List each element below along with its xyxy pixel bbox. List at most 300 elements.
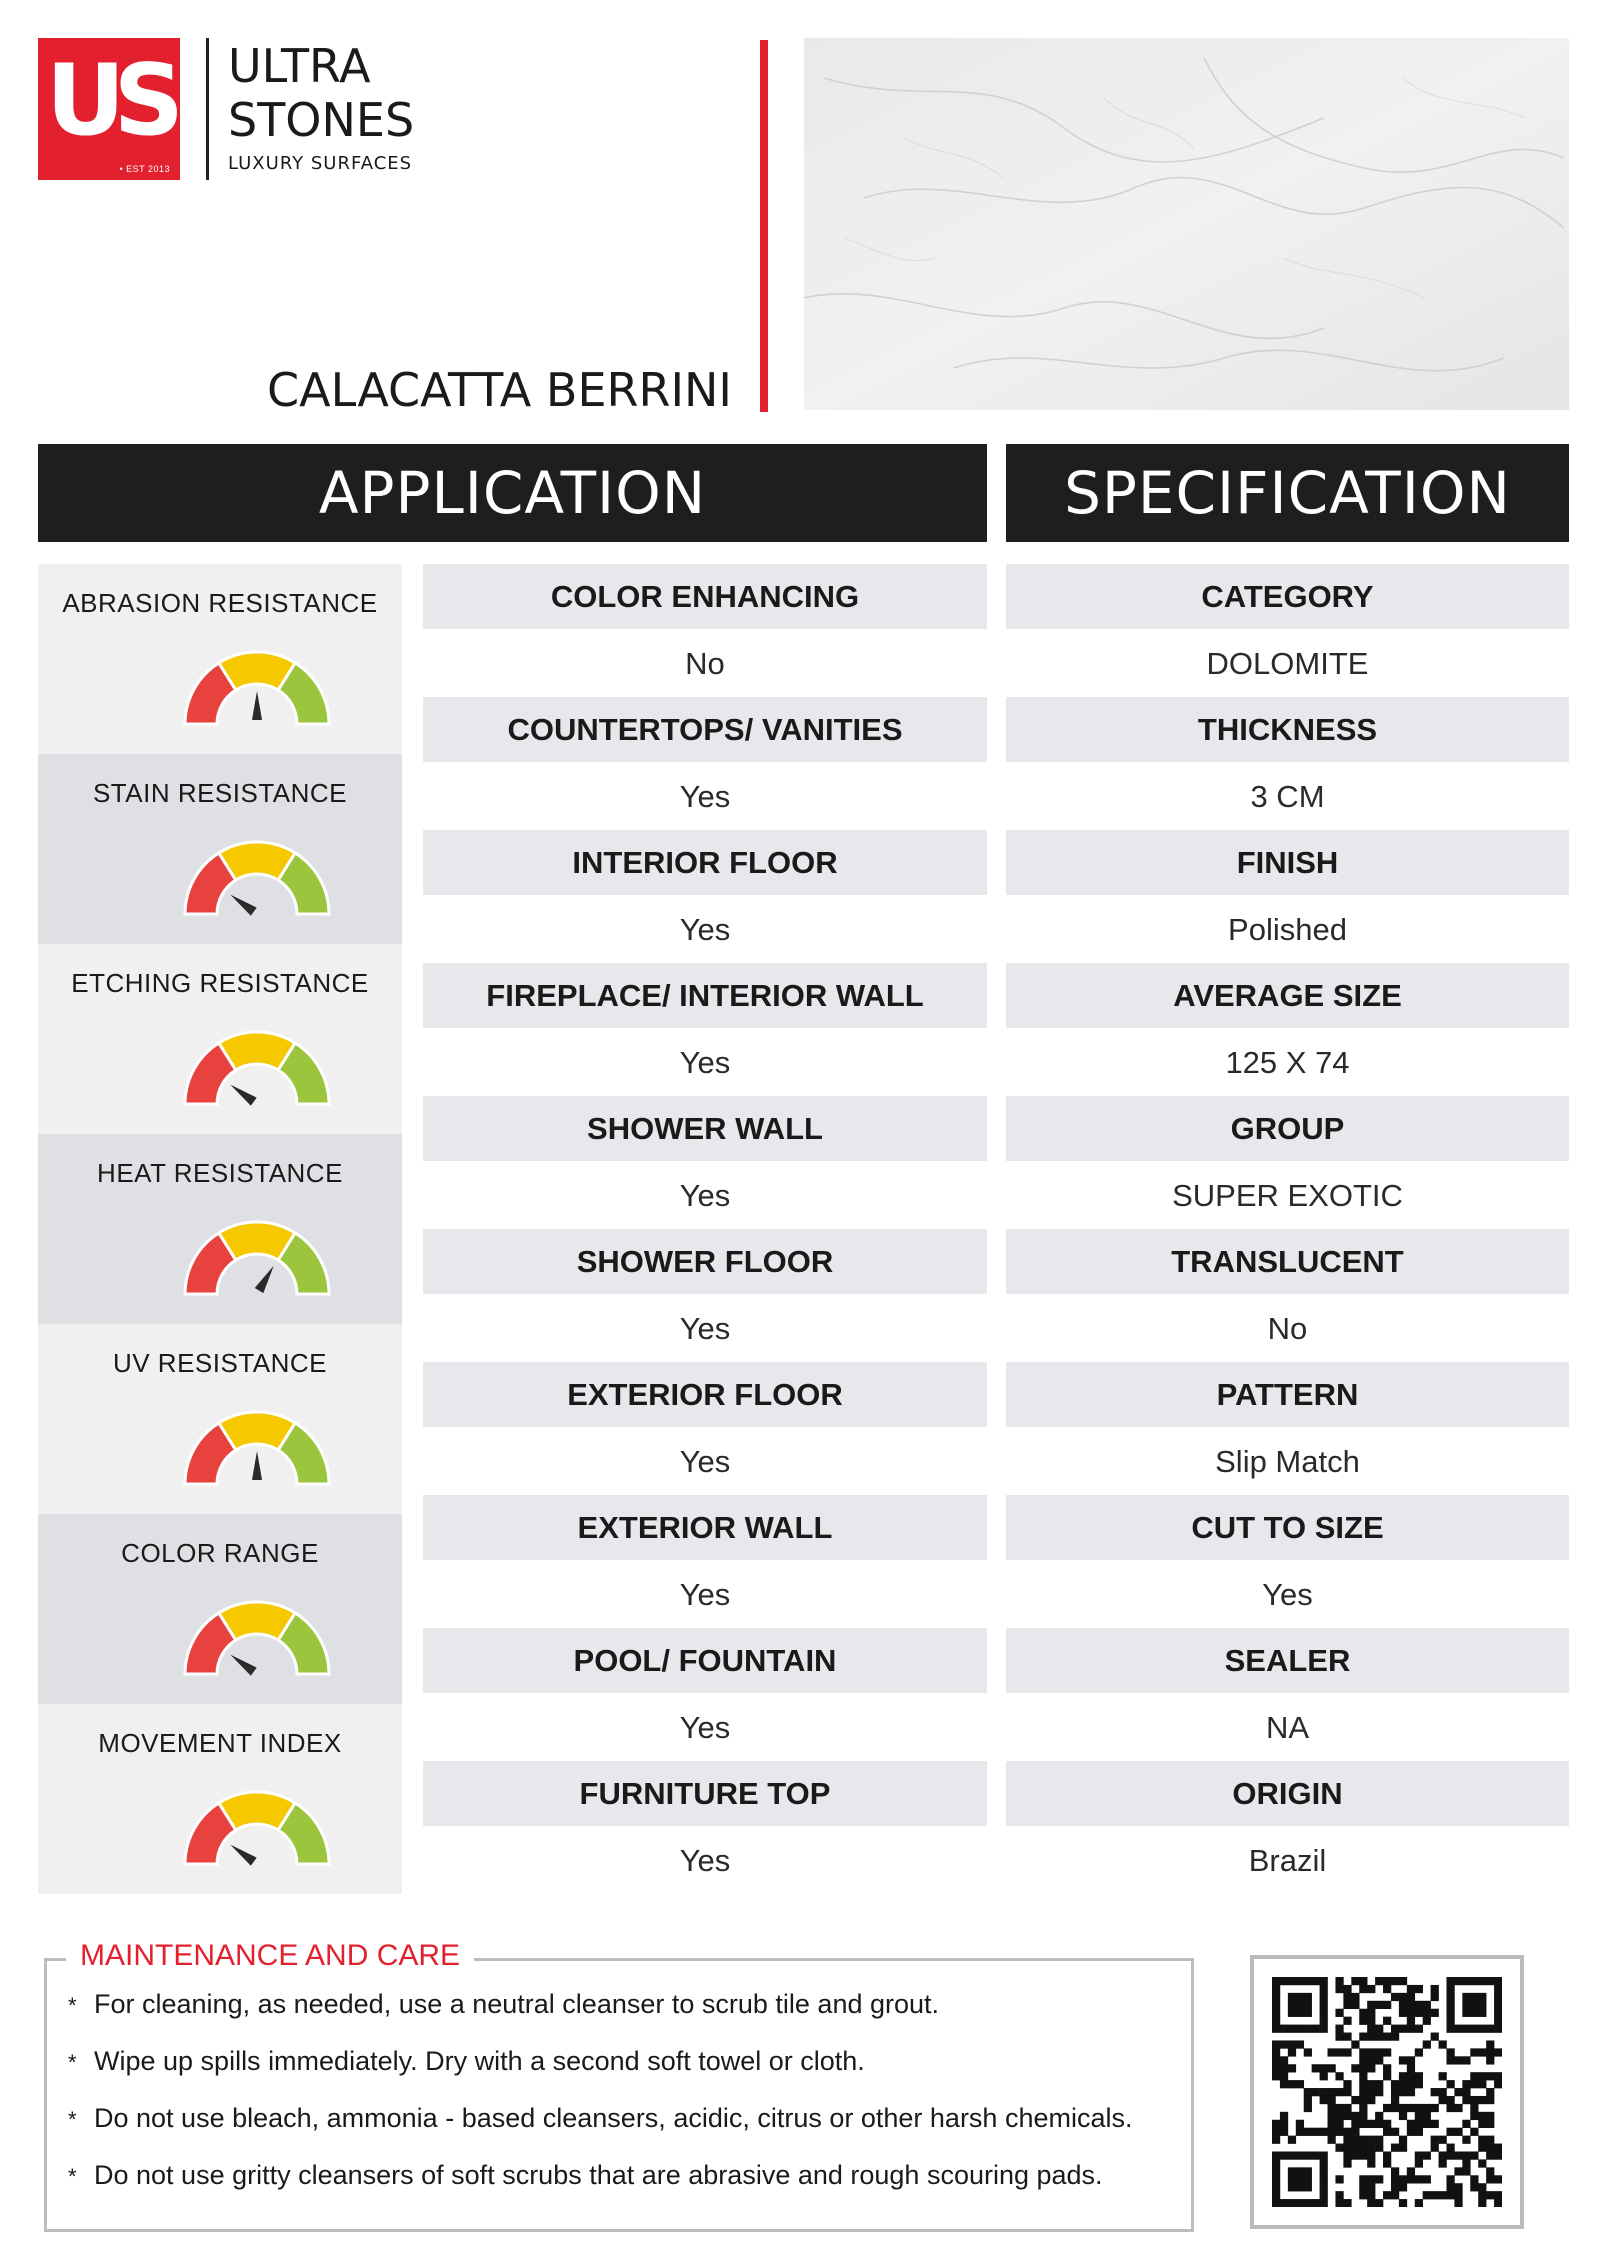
qr-module <box>1280 2080 1288 2088</box>
qr-module <box>1391 2191 1399 2199</box>
qr-module <box>1272 2128 1280 2136</box>
qr-module <box>1359 2144 1367 2152</box>
qr-module <box>1391 2144 1399 2152</box>
qr-module <box>1391 1993 1399 2001</box>
qr-module <box>1328 2104 1336 2112</box>
qr-module <box>1446 2080 1454 2088</box>
qr-module <box>1359 2175 1367 2183</box>
qr-module <box>1296 2120 1304 2128</box>
qr-module <box>1328 2120 1336 2128</box>
qr-module <box>1343 2080 1351 2088</box>
qr-module <box>1280 2040 1288 2048</box>
application-value: Yes <box>679 1311 731 1346</box>
qr-module <box>1296 2080 1304 2088</box>
specification-label: THICKNESS <box>1006 697 1569 762</box>
qr-module <box>1375 2088 1383 2096</box>
qr-module <box>1335 2144 1343 2152</box>
qr-module <box>1359 1985 1367 1993</box>
qr-module <box>1272 2191 1280 2199</box>
qr-module <box>1486 2040 1494 2048</box>
qr-module <box>1462 2001 1470 2009</box>
bullet-asterisk: * <box>68 2107 77 2132</box>
qr-module <box>1494 2072 1502 2080</box>
qr-module <box>1272 2167 1280 2175</box>
qr-module <box>1375 2175 1383 2183</box>
qr-module <box>1343 2033 1351 2041</box>
qr-module <box>1351 1977 1359 1985</box>
qr-module <box>1296 2199 1304 2207</box>
qr-module <box>1351 2040 1359 2048</box>
qr-module <box>1407 2009 1415 2017</box>
qr-module <box>1343 2048 1351 2056</box>
qr-module <box>1494 1993 1502 2001</box>
qr-module <box>1296 2183 1304 2191</box>
maintenance-item <box>68 2157 1103 2195</box>
qr-module <box>1359 2183 1367 2191</box>
application-table <box>423 564 987 1894</box>
qr-module <box>1359 2048 1367 2056</box>
qr-module <box>1335 2033 1343 2041</box>
qr-module <box>1367 2096 1375 2104</box>
qr-module <box>1423 2017 1431 2025</box>
application-label: EXTERIOR FLOOR <box>423 1362 987 1427</box>
specification-table <box>1006 564 1569 1894</box>
qr-module <box>1415 2159 1423 2167</box>
qr-module <box>1288 1977 1296 1985</box>
qr-module <box>1367 2183 1375 2191</box>
qr-module <box>1335 1977 1343 1985</box>
gauge-meter <box>182 1786 332 1876</box>
qr-module <box>1288 2001 1296 2009</box>
specification-value: SUPER EXOTIC <box>1172 1178 1403 1213</box>
gauge-label: STAIN RESISTANCE <box>92 778 348 808</box>
qr-module <box>1335 2048 1343 2056</box>
gauge-needle <box>230 1655 256 1676</box>
qr-module <box>1320 2159 1328 2167</box>
application-value: Yes <box>679 1843 731 1878</box>
application-label: FIREPLACE/ INTERIOR WALL <box>423 963 987 1028</box>
qr-module <box>1383 2151 1391 2159</box>
qr-module <box>1446 2017 1454 2025</box>
qr-module <box>1288 2080 1296 2088</box>
brand-name-line2: STONES <box>228 93 415 147</box>
qr-module <box>1304 2096 1312 2104</box>
qr-module <box>1431 2104 1439 2112</box>
qr-module <box>1407 2017 1415 2025</box>
qr-module <box>1312 2088 1320 2096</box>
qr-module <box>1375 2056 1383 2064</box>
qr-module <box>1486 2120 1494 2128</box>
qr-module <box>1486 2096 1494 2104</box>
gauge-label: HEAT RESISTANCE <box>97 1158 343 1188</box>
qr-module <box>1478 2144 1486 2152</box>
qr-module <box>1399 2104 1407 2112</box>
qr-module <box>1320 2088 1328 2096</box>
qr-module <box>1288 2009 1296 2017</box>
qr-module <box>1399 2144 1407 2152</box>
qr-module <box>1359 2112 1367 2120</box>
qr-module <box>1304 2104 1312 2112</box>
qr-module <box>1470 2048 1478 2056</box>
qr-module <box>1351 2144 1359 2152</box>
qr-module <box>1486 2112 1494 2120</box>
qr-module <box>1359 2151 1367 2159</box>
qr-module <box>1304 2009 1312 2017</box>
qr-module <box>1359 2009 1367 2017</box>
qr-module <box>1399 2001 1407 2009</box>
maintenance-text: Do not use gritty cleansers of soft scrubs that are abrasive and rough scouring pads. <box>94 2160 1103 2190</box>
qr-module <box>1431 2136 1439 2144</box>
specification-value: NA <box>1265 1710 1310 1745</box>
qr-module <box>1320 1977 1328 1985</box>
qr-module <box>1462 2136 1470 2144</box>
qr-module <box>1415 2009 1423 2017</box>
qr-module <box>1383 2104 1391 2112</box>
qr-module <box>1470 2025 1478 2033</box>
qr-module <box>1296 1977 1304 1985</box>
brand-name-line1: ULTRA <box>228 39 371 93</box>
application-label: COLOR ENHANCING <box>423 564 987 629</box>
specification-label: FINISH <box>1006 830 1569 895</box>
gauge-meter <box>182 1596 332 1686</box>
qr-module <box>1454 2104 1462 2112</box>
qr-module <box>1407 2080 1415 2088</box>
qr-module <box>1375 1977 1383 1985</box>
qr-module <box>1391 2080 1399 2088</box>
qr-module <box>1335 2112 1343 2120</box>
gauge-label: COLOR RANGE <box>121 1538 319 1568</box>
qr-module <box>1454 2056 1462 2064</box>
qr-module <box>1478 2136 1486 2144</box>
qr-module <box>1486 2072 1494 2080</box>
qr-module <box>1351 2136 1359 2144</box>
qr-module <box>1462 1993 1470 2001</box>
qr-module <box>1494 2048 1502 2056</box>
qr-module <box>1423 2001 1431 2009</box>
qr-module <box>1494 2025 1502 2033</box>
qr-module <box>1296 2001 1304 2009</box>
qr-module <box>1343 2136 1351 2144</box>
qr-module <box>1423 2040 1431 2048</box>
qr-module <box>1335 2199 1343 2207</box>
qr-module <box>1367 2064 1375 2072</box>
qr-module <box>1486 2144 1494 2152</box>
qr-module <box>1288 2167 1296 2175</box>
qr-module <box>1470 2072 1478 2080</box>
qr-module <box>1383 2033 1391 2041</box>
qr-module <box>1343 2088 1351 2096</box>
qr-module <box>1296 1993 1304 2001</box>
qr-module <box>1320 1985 1328 1993</box>
qr-module <box>1359 2017 1367 2025</box>
qr-module <box>1351 2151 1359 2159</box>
qr-module <box>1478 2183 1486 2191</box>
qr-module <box>1383 2064 1391 2072</box>
qr-module <box>1446 2183 1454 2191</box>
qr-code-frame <box>1250 1955 1524 2229</box>
qr-module <box>1320 2096 1328 2104</box>
qr-module <box>1446 2104 1454 2112</box>
qr-module <box>1304 2025 1312 2033</box>
maintenance-item <box>68 1986 939 2024</box>
qr-module <box>1431 2009 1439 2017</box>
qr-module <box>1423 2151 1431 2159</box>
qr-module <box>1320 2009 1328 2017</box>
qr-module <box>1439 2096 1447 2104</box>
specification-value: 3 CM <box>1250 779 1325 814</box>
gauge-meter <box>182 836 332 926</box>
qr-module <box>1478 2001 1486 2009</box>
qr-module <box>1359 2033 1367 2041</box>
maintenance-text: Do not use bleach, ammonia - based cleansers, acidic, citrus or other harsh chemicals. <box>94 2103 1133 2133</box>
qr-module <box>1454 2191 1462 2199</box>
qr-module <box>1343 2159 1351 2167</box>
qr-module <box>1407 2025 1415 2033</box>
qr-module <box>1407 2088 1415 2096</box>
qr-module <box>1351 1993 1359 2001</box>
brand-tagline: LUXURY SURFACES <box>228 153 413 174</box>
qr-module <box>1272 1985 1280 1993</box>
qr-module <box>1328 2112 1336 2120</box>
qr-module <box>1439 2088 1447 2096</box>
maintenance-item <box>68 2100 1133 2138</box>
qr-module <box>1343 2151 1351 2159</box>
qr-module <box>1454 2151 1462 2159</box>
qr-module <box>1312 1977 1320 1985</box>
qr-module <box>1272 2056 1280 2064</box>
qr-module <box>1367 2159 1375 2167</box>
qr-module <box>1415 2151 1423 2159</box>
qr-module <box>1407 2064 1415 2072</box>
qr-module <box>1494 2001 1502 2009</box>
specification-label: ORIGIN <box>1006 1761 1569 1826</box>
qr-module <box>1383 1985 1391 1993</box>
qr-module <box>1486 2151 1494 2159</box>
qr-module <box>1470 2080 1478 2088</box>
qr-module <box>1320 2128 1328 2136</box>
qr-module <box>1486 2136 1494 2144</box>
qr-module <box>1280 2128 1288 2136</box>
qr-module <box>1383 2001 1391 2009</box>
qr-module <box>1272 2009 1280 2017</box>
qr-module <box>1272 1993 1280 2001</box>
qr-module <box>1446 2151 1454 2159</box>
qr-module <box>1351 2001 1359 2009</box>
qr-module <box>1423 2191 1431 2199</box>
qr-module <box>1431 1985 1439 1993</box>
qr-module <box>1304 2151 1312 2159</box>
qr-module <box>1288 2175 1296 2183</box>
qr-module <box>1304 2001 1312 2009</box>
qr-module <box>1383 2120 1391 2128</box>
qr-module <box>1391 2128 1399 2136</box>
qr-module <box>1391 2104 1399 2112</box>
qr-module <box>1478 2072 1486 2080</box>
qr-module <box>1439 2136 1447 2144</box>
qr-module <box>1407 2128 1415 2136</box>
specification-value: Polished <box>1228 912 1347 947</box>
qr-module <box>1343 2017 1351 2025</box>
qr-module <box>1296 2025 1304 2033</box>
qr-module <box>1486 2025 1494 2033</box>
qr-module <box>1478 2048 1486 2056</box>
qr-module <box>1415 2025 1423 2033</box>
qr-module <box>1446 2048 1454 2056</box>
qr-module <box>1320 2025 1328 2033</box>
qr-module <box>1391 2025 1399 2033</box>
qr-module <box>1367 2017 1375 2025</box>
application-value: Yes <box>679 912 731 947</box>
qr-module <box>1359 2096 1367 2104</box>
qr-module <box>1454 2088 1462 2096</box>
qr-module <box>1320 2191 1328 2199</box>
qr-module <box>1375 2112 1383 2120</box>
qr-module <box>1439 2159 1447 2167</box>
qr-module <box>1272 2175 1280 2183</box>
specification-value: DOLOMITE <box>1206 646 1369 681</box>
specification-label: PATTERN <box>1006 1362 1569 1427</box>
qr-module <box>1304 1977 1312 1985</box>
qr-module <box>1470 2183 1478 2191</box>
qr-module <box>1343 2199 1351 2207</box>
qr-module <box>1462 2088 1470 2096</box>
application-value: Yes <box>679 779 731 814</box>
qr-module <box>1478 2112 1486 2120</box>
qr-module <box>1407 2167 1415 2175</box>
qr-module <box>1359 2072 1367 2080</box>
qr-module <box>1494 2191 1502 2199</box>
qr-module <box>1399 2112 1407 2120</box>
qr-module <box>1486 1977 1494 1985</box>
qr-module <box>1343 2112 1351 2120</box>
qr-module <box>1399 2072 1407 2080</box>
qr-module <box>1312 2025 1320 2033</box>
qr-module <box>1399 2088 1407 2096</box>
qr-module <box>1391 2167 1399 2175</box>
qr-module <box>1280 2025 1288 2033</box>
qr-module <box>1446 2025 1454 2033</box>
qr-module <box>1399 1993 1407 2001</box>
qr-module <box>1335 1985 1343 1993</box>
qr-module <box>1407 1985 1415 1993</box>
qr-module <box>1375 2144 1383 2152</box>
qr-module <box>1320 2072 1328 2080</box>
gauge-cell <box>38 1704 402 1894</box>
qr-module <box>1462 2025 1470 2033</box>
qr-module <box>1478 2191 1486 2199</box>
qr-module <box>1304 2183 1312 2191</box>
qr-module <box>1399 2175 1407 2183</box>
gauge-needle <box>230 895 256 916</box>
qr-module <box>1454 1977 1462 1985</box>
qr-module <box>1454 2025 1462 2033</box>
qr-module <box>1415 2199 1423 2207</box>
qr-module <box>1328 2048 1336 2056</box>
qr-module <box>1383 2191 1391 2199</box>
qr-module <box>1351 2128 1359 2136</box>
qr-module <box>1359 1977 1367 1985</box>
qr-module <box>1288 2048 1296 2056</box>
qr-module <box>1288 2199 1296 2207</box>
qr-module <box>1415 2175 1423 2183</box>
qr-module <box>1367 2025 1375 2033</box>
qr-module <box>1335 2175 1343 2183</box>
qr-module <box>1304 2128 1312 2136</box>
qr-module <box>1367 1985 1375 1993</box>
qr-module <box>1320 2199 1328 2207</box>
qr-module <box>1272 2025 1280 2033</box>
qr-module <box>1280 1977 1288 1985</box>
qr-module <box>1399 2025 1407 2033</box>
qr-module <box>1415 1985 1423 1993</box>
qr-module <box>1320 2001 1328 2009</box>
qr-module <box>1446 2056 1454 2064</box>
qr-module <box>1351 2096 1359 2104</box>
qr-module <box>1288 2151 1296 2159</box>
qr-module <box>1343 1985 1351 1993</box>
qr-module <box>1454 2167 1462 2175</box>
qr-module <box>1486 2167 1494 2175</box>
qr-module <box>1328 2088 1336 2096</box>
qr-module <box>1462 2080 1470 2088</box>
qr-module <box>1280 2199 1288 2207</box>
gauge-needle <box>255 1266 274 1294</box>
qr-module <box>1351 2120 1359 2128</box>
stone-sample-image <box>804 38 1569 410</box>
qr-module <box>1312 2151 1320 2159</box>
qr-module <box>1351 2064 1359 2072</box>
qr-module <box>1446 2191 1454 2199</box>
specification-value: 125 X 74 <box>1225 1045 1350 1080</box>
qr-module <box>1288 1993 1296 2001</box>
qr-module <box>1399 2199 1407 2207</box>
qr-module <box>1423 2112 1431 2120</box>
specification-value: Slip Match <box>1215 1444 1360 1479</box>
qr-module <box>1320 2017 1328 2025</box>
gauge-cell <box>38 754 402 944</box>
specification-value: No <box>1267 1311 1308 1346</box>
gauge-meter <box>182 1406 332 1496</box>
qr-module <box>1446 2009 1454 2017</box>
qr-module <box>1272 2017 1280 2025</box>
maintenance-text: Wipe up spills immediately. Dry with a second soft towel or cloth. <box>94 2046 865 2076</box>
qr-module <box>1351 2112 1359 2120</box>
qr-module <box>1494 2009 1502 2017</box>
qr-module <box>1367 2009 1375 2017</box>
qr-module <box>1320 2064 1328 2072</box>
specification-heading: SPECIFICATION <box>1006 444 1569 542</box>
qr-module <box>1367 2136 1375 2144</box>
application-label: SHOWER FLOOR <box>423 1229 987 1294</box>
qr-module <box>1478 1993 1486 2001</box>
qr-module <box>1391 2033 1399 2041</box>
qr-module <box>1288 2040 1296 2048</box>
gauge-label: UV RESISTANCE <box>112 1348 328 1378</box>
qr-module <box>1280 2151 1288 2159</box>
qr-module <box>1478 2009 1486 2017</box>
logo-monogram: US <box>45 44 173 158</box>
qr-module <box>1446 2128 1454 2136</box>
bullet-asterisk: * <box>68 2050 77 2075</box>
qr-module <box>1335 2025 1343 2033</box>
qr-module <box>1288 2025 1296 2033</box>
qr-module <box>1431 2120 1439 2128</box>
qr-module <box>1359 2056 1367 2064</box>
qr-module <box>1478 2159 1486 2167</box>
qr-module <box>1343 2001 1351 2009</box>
qr-module <box>1470 2096 1478 2104</box>
qr-module <box>1446 2175 1454 2183</box>
